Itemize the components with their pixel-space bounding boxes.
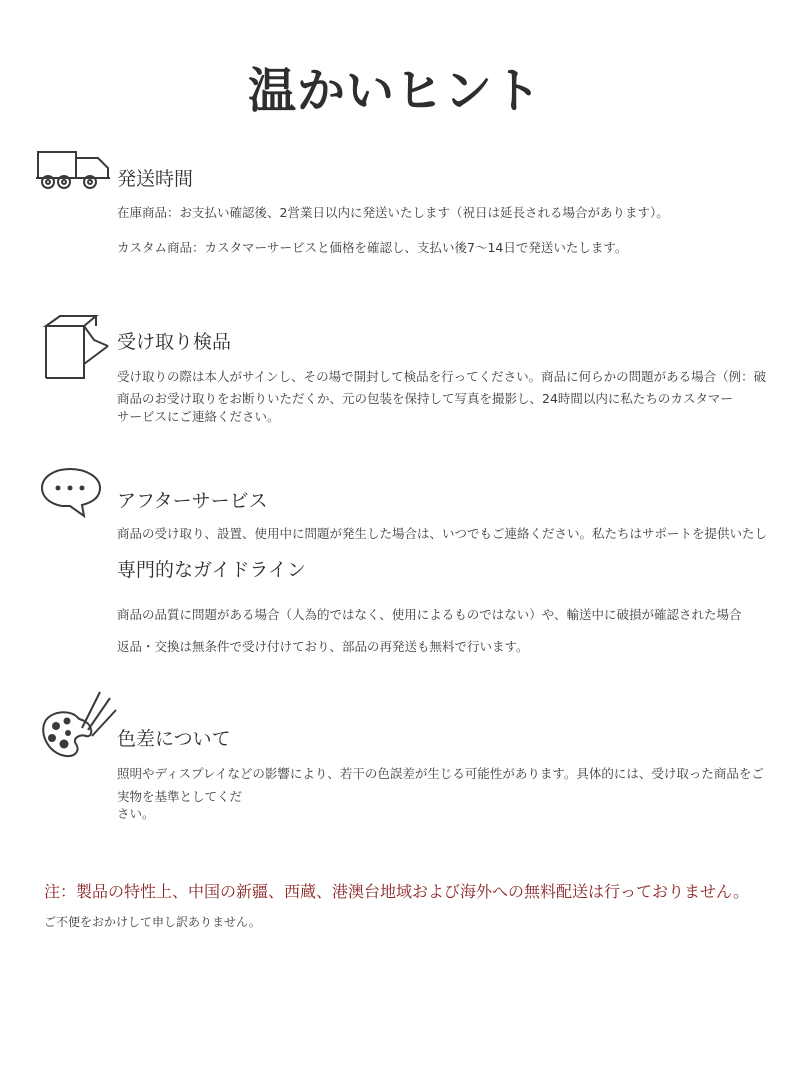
color-line-2: 実物を基準としてくだ [117,789,243,804]
receipt-line-2: 商品のお受け取りをお断りいただくか、元の包装を保持して写真を撮影し、24時間以内に私たちのカスタマー [117,391,733,406]
receipt-line-1: 受け取りの際は本人がサインし、その場で開封して検品を行ってください。商品に何らかの問題がある場合（例：破 [117,369,767,384]
color-line-1: 照明やディスプレイなどの影響により、若干の色誤差が生じる可能性があります。具体的には、受け取った商品をご [117,766,764,781]
box-icon [40,312,112,384]
guideline-heading: 専門的なガイドライン [117,559,306,581]
palette-icon [40,688,118,760]
shipping-line-2: カスタム商品：カスタマーサービスと価格を確認し、支払い後7〜14日で発送いたします。 [117,240,628,255]
receipt-heading: 受け取り検品 [117,331,232,353]
receipt-line-3: サービスにご連絡ください。 [117,409,280,424]
shipping-restriction-note: 注：製品の特性上、中国の新疆、西蔵、港澳台地域および海外への無料配送は行っておりません。 [44,882,749,901]
chat-bubble-icon [40,466,104,518]
shipping-heading: 発送時間 [117,168,194,190]
after-service-heading: アフターサービス [117,490,268,512]
truck-icon [34,146,116,192]
page-title: 温かいヒント [247,63,542,119]
guideline-line-1: 商品の品質に問題がある場合（人為的ではなく、使用によるものではない）や、輸送中に破損が確認された場合 [117,607,742,622]
color-line-3: さい。 [117,806,155,821]
after-service-line-1: 商品の受け取り、設置、使用中に問題が発生した場合は、いつでもご連絡ください。私たちはサポートを提供いたし [117,526,768,541]
color-heading: 色差について [117,728,231,750]
shipping-line-1: 在庫商品：お支払い確認後、2営業日以内に発送いたします（祝日は延長される場合があります）。 [117,205,669,220]
apology-note: ご不便をおかけして申し訳ありません。 [44,915,261,929]
guideline-line-2: 返品・交換は無条件で受け付けており、部品の再発送も無料で行います。 [117,639,529,654]
